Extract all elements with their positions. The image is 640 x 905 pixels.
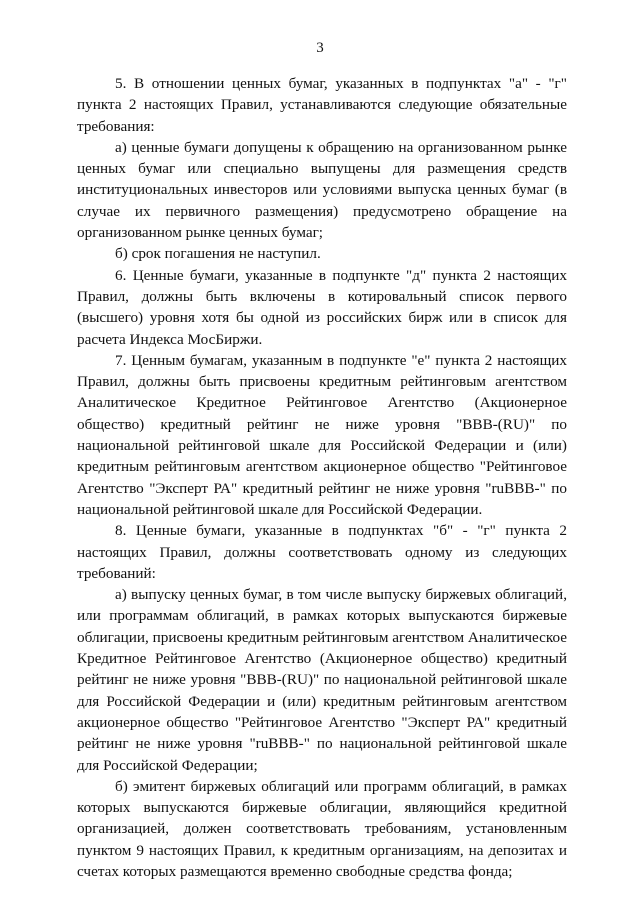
paragraph-8b: б) эмитент биржевых облигаций или программ облигаций, в рамках которых выпускаются биржевые облигации, являющийся кредитной организацией, должен соответствовать требованиям, установленным пунктом 9 настоящих Правил, к кредитным организациям, на депозитах и счетах которых размещаются временно свободные средства фонда;	[77, 777, 567, 880]
paragraph-5: 5. В отношении ценных бумаг, указанных в подпунктах "а" - "г" пункта 2 настоящих Правил, устанавливаются следующие обязательные требования:	[77, 75, 567, 135]
page-number: 3	[316, 40, 324, 56]
paragraph-6: 6. Ценные бумаги, указанные в подпункте "д" пункта 2 настоящих Правил, должны быть включены в котировальный список первого (высшего) уровня хотя бы одной из российских бирж или в список для расчета Индекса МосБиржи.	[77, 266, 567, 348]
paragraph-8a: а) выпуску ценных бумаг, в том числе выпуску биржевых облигаций, или программам облигаций, в рамках которых выпускаются биржевые облигации, присвоены кредитным рейтинговым агентством Аналитическое Кредитное Рейтинговое Агентство (Акционерное общество) кредитный рейтинг не ниже уровня "BBB-(RU)" по национальной рейтинговой шкале для Российской Федерации и (или) кредитным рейтинговым агентством акционерное общество "Рейтинговое Агентство "Эксперт РА" кредитный рейтинг не ниже уровня "ruBBB-" по национальной рейтинговой шкале для Российской Федерации;	[77, 586, 567, 774]
paragraph-8: 8. Ценные бумаги, указанные в подпунктах "б" - "г" пункта 2 настоящих Правил, должны соответствовать одному из следующих требований:	[77, 522, 567, 582]
paragraph-7: 7. Ценным бумагам, указанным в подпункте "е" пункта 2 настоящих Правил, должны быть присвоены кредитным рейтинговым агентством Аналитическое Кредитное Рейтинговое Агентство (Акционерное общество) кредитный рейтинг не ниже уровня "BBB-(RU)" по национальной рейтинговой шкале для Российской Федерации и (или) кредитным рейтинговым агентством акционерное общество "Рейтинговое Агентство "Эксперт РА" кредитный рейтинг не ниже уровня "ruBBB-" по национальной рейтинговой шкале для Российской Федерации.	[77, 351, 567, 518]
paragraph-5a: а) ценные бумаги допущены к обращению на организованном рынке ценных бумаг или специально выпущены для размещения средств институциональных инвесторов или условиями выпуска ценных бумаг (в случае их первичного размещения) предусмотрено обращение на организованном рынке ценных бумаг;	[77, 138, 567, 242]
document-body	[77, 73, 567, 882]
paragraph-5b: б) срок погашения не наступил.	[115, 245, 321, 263]
